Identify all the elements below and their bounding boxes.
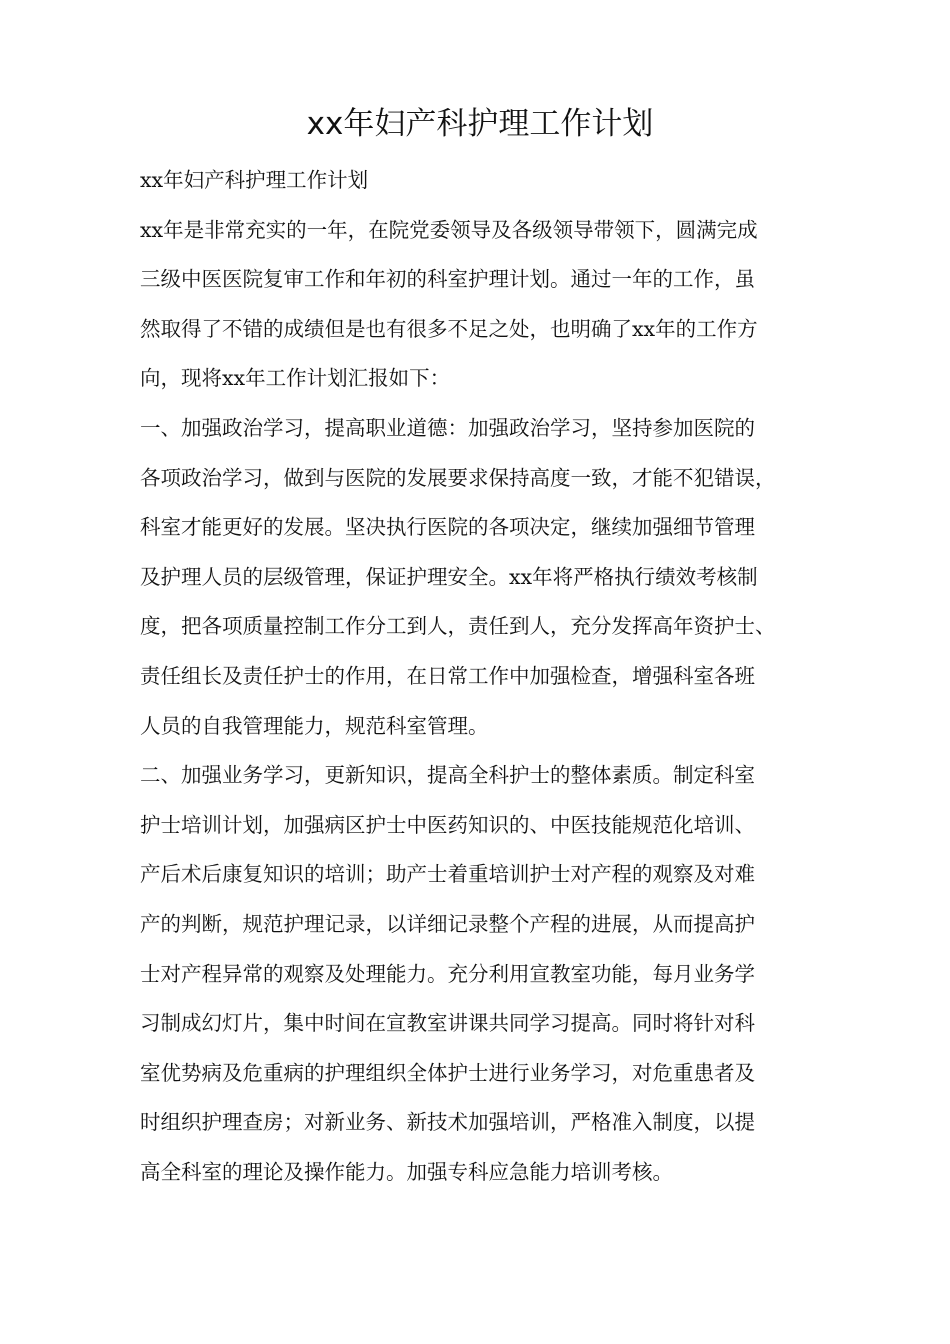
- section-two-paragraph: 二、加强业务学习，更新知识，提高全科护士的整体素质。制定科室 护士培训计划，加强病区护士中医药知识的、中医技能规范化培训、 产后术后康复知识的培训；助产士着重培训护士对产程的观察及对难 产的判断，规范护理记录，以详细记录整个产程的进展，从而提高护 士对产程异常的观察及处理能力。充分利用宣教室功能，每月业务学 习制成幻灯片，集中时间在宣教室讲课共同学习提高。同时将针对科 室优势病及危重病的护理组织全体护士进行业务学习，对危重患者及 时组织护理查房；对新业务、新技术加强培训，严格准入制度，以提 高全科室的理论及操作能力。加强专科应急能力培训考核。: [140, 763, 755, 1184]
- document-title: xx年妇产科护理工作计划: [306, 106, 654, 142]
- subtitle-paragraph: xx年妇产科护理工作计划: [140, 168, 369, 192]
- section-one-paragraph: 一、加强政治学习，提高职业道德：加强政治学习，坚持参加医院的 各项政治学习，做到与医院的发展要求保持高度一致，才能不犯错误， 科室才能更好的发展。坚决执行医院的各项决定，继续加强细节管理 及护理人员的层级管理，保证护理安全。xx年将严格执行绩效考核制 度，把各项质量控制工作分工到人，责任到人，充分发挥高年资护士、 责任组长及责任护士的作用，在日常工作中加强检查，增强科室各班 人员的自我管理能力，规范科室管理。: [140, 415, 776, 738]
- document-body: [140, 156, 822, 1197]
- intro-paragraph: xx年是非常充实的一年，在院党委领导及各级领导带领下，圆满完成 三级中医医院复审工作和年初的科室护理计划。通过一年的工作，虽 然取得了不错的成绩但是也有很多不足之处，也明确了xx年的工作方 向，现将xx年工作计划汇报如下：: [140, 217, 758, 391]
